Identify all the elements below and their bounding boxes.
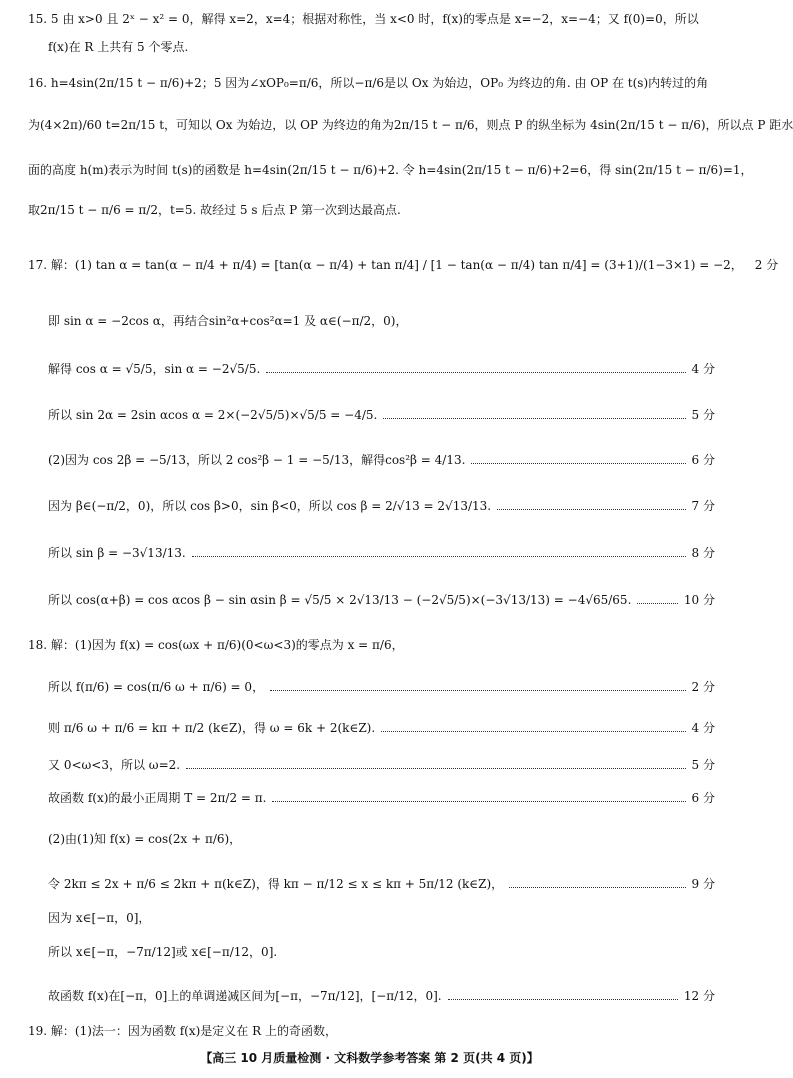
q17-line-6: 因为 β∈(−π/2，0)，所以 cos β>0，sin β<0，所以 cos β = 2/√13 = 2√13/13. 7 分 (48, 499, 715, 513)
leader-dots (270, 690, 685, 691)
q17-line-3: 解得 cos α = √5/5，sin α = −2√5/5. 4 分 (48, 362, 715, 376)
q17-line-1: 17. 解：(1) tan α = tan(α − π/4 + π/4) = [tan(α − π/4) + tan π/4] / [1 − tan(α − π/4) tan π/4] = (3+1)/(1−3×1) = −2， 2 分 (28, 258, 779, 272)
q18-line-5: 故函数 f(x)的最小正周期 T = 2π/2 = π. 6 分 (48, 791, 715, 805)
leader-dots (186, 768, 685, 769)
page-footer: 【高三 10 月质量检测 · 文科数学参考答案 第 2 页(共 4 页)】 (200, 1051, 539, 1065)
q17-line-2: 即 sin α = −2cos α，再结合sin²α+cos²α=1 及 α∈(−π/2，0)， (48, 314, 408, 328)
q16-line-3: 面的高度 h(m)表示为时间 t(s)的函数是 h=4sin(2π/15 t − π/6)+2. 令 h=4sin(2π/15 t − π/6)+2=6，得 sin(2π/15 t − π/6)=1， (28, 163, 753, 177)
q17-line-8: 所以 cos(α+β) = cos αcos β − sin αsin β = √5/5 × 2√13/13 − (−2√5/5)×(−3√13/13) = −4√65/65. 10 分 (48, 593, 715, 607)
q18-line-8: 因为 x∈[−π，0]， (48, 911, 151, 925)
q18-line-7: 令 2kπ ≤ 2x + π/6 ≤ 2kπ + π(k∈Z)，得 kπ − π/12 ≤ x ≤ kπ + 5π/12 (k∈Z)， 9 分 (48, 877, 715, 891)
leader-dots (381, 731, 685, 732)
q18-line-6: (2)由(1)知 f(x) = cos(2x + π/6)， (48, 832, 242, 846)
leader-dots (637, 603, 678, 604)
leader-dots (272, 801, 685, 802)
q17-line-7: 所以 sin β = −3√13/13. 8 分 (48, 546, 715, 560)
q16-line-4: 取2π/15 t − π/6 = π/2，t=5. 故经过 5 s 后点 P 第一次到达最高点. (28, 203, 401, 217)
q18-line-1: 18. 解：(1)因为 f(x) = cos(ωx + π/6)(0<ω<3)的零点为 x = π/6， (28, 638, 404, 652)
leader-dots (497, 509, 685, 510)
leader-dots (266, 372, 685, 373)
leader-dots (448, 999, 678, 1000)
q16-line-2: 为(4×2π)/60 t=2π/15 t，可知以 Ox 为始边，以 OP 为终边的角为2π/15 t − π/6，则点 P 的纵坐标为 4sin(2π/15 t − π/6)，所以点 P 距水 (28, 118, 793, 132)
q16-line-1: 16. h=4sin(2π/15 t − π/6)+2；5 因为∠xOP₀=π/6，所以−π/6是以 Ox 为始边，OP₀ 为终边的角. 由 OP 在 t(s)内转过的角 (28, 76, 709, 90)
q17-line-5: (2)因为 cos 2β = −5/13，所以 2 cos²β − 1 = −5/13，解得cos²β = 4/13. 6 分 (48, 453, 715, 467)
q18-line-4: 又 0<ω<3，所以 ω=2. 5 分 (48, 758, 715, 772)
leader-dots (471, 463, 685, 464)
q19-line-1: 19. 解：(1)法一：因为函数 f(x)是定义在 R 上的奇函数， (28, 1024, 337, 1038)
q18-line-3: 则 π/6 ω + π/6 = kπ + π/2 (k∈Z)，得 ω = 6k + 2(k∈Z). 4 分 (48, 721, 715, 735)
q15-line-2: f(x)在 R 上共有 5 个零点. (48, 40, 189, 54)
leader-dots (192, 556, 686, 557)
q17-line-4: 所以 sin 2α = 2sin αcos α = 2×(−2√5/5)×√5/5 = −4/5. 5 分 (48, 408, 715, 422)
q18-line-9: 所以 x∈[−π，−7π/12]或 x∈[−π/12，0]. (48, 945, 278, 959)
q15-line-1: 15. 5 由 x>0 且 2ˣ − x² = 0，解得 x=2，x=4；根据对称性，当 x<0 时，f(x)的零点是 x=−2，x=−4；又 f(0)=0，所以 (28, 12, 699, 26)
leader-dots (383, 418, 685, 419)
q18-line-2: 所以 f(π/6) = cos(π/6 ω + π/6) = 0， 2 分 (48, 680, 715, 694)
q18-line-10: 故函数 f(x)在[−π，0]上的单调递减区间为[−π，−7π/12]，[−π/12，0]. 12 分 (48, 989, 715, 1003)
leader-dots (509, 887, 685, 888)
